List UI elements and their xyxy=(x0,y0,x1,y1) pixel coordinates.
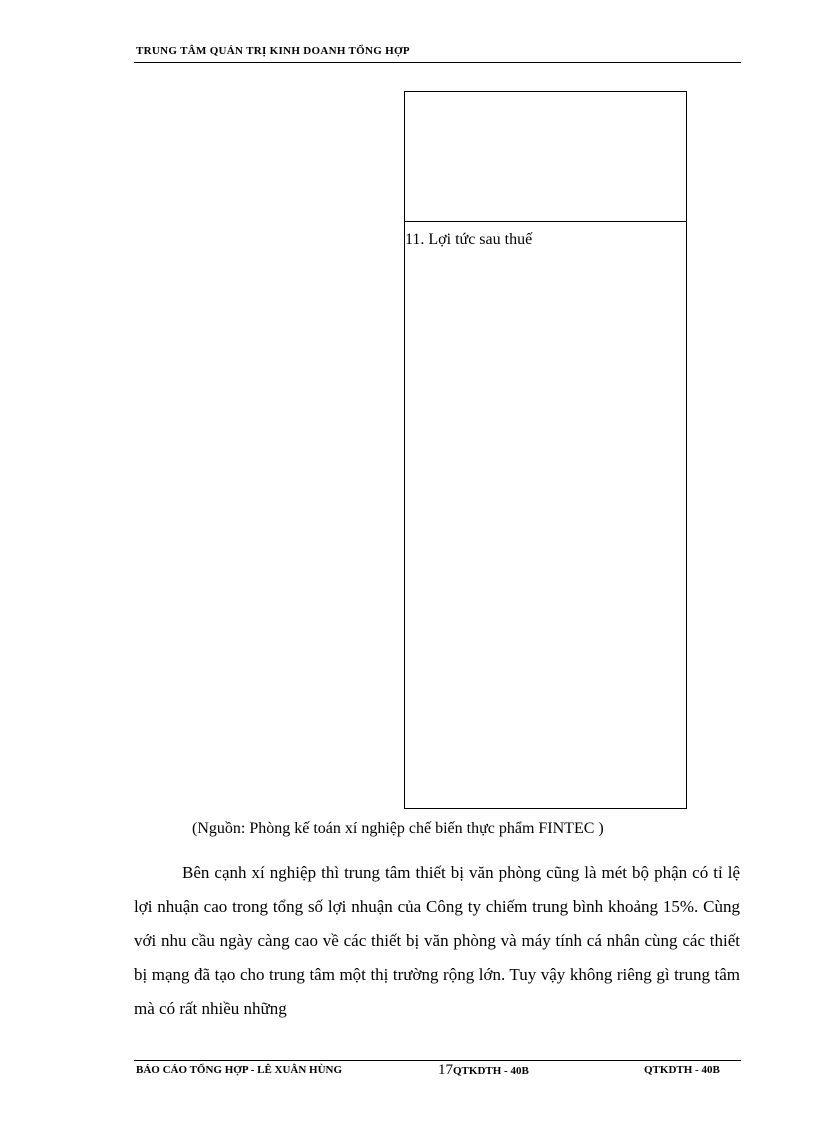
financial-table xyxy=(404,91,687,809)
table-empty-cell xyxy=(405,92,686,222)
table-row-label: 11. Lợi tức sau thuế xyxy=(405,231,533,248)
body-paragraph: Bên cạnh xí nghiệp thì trung tâm thiết bị văn phòng cũng là mét bộ phận có tỉ lệ lợi nhuận cao trong tổng số lợi nhuận của Công ty chiếm trung bình khoảng 15%. Cùng với nhu cầu ngày càng cao về các thiết bị văn phòng và máy tính cá nhân cùng các thiết bị mạng đã tạo cho trung tâm một thị trường rộng lớn. Tuy vậy không riêng gì trung tâm mà có rất nhiều những xyxy=(134,863,740,1018)
page-number: 17 xyxy=(438,1062,453,1078)
footer-page-info xyxy=(438,1061,529,1079)
footer-class-code: QTKDTH - 40B xyxy=(453,1065,529,1077)
table-source-note: (Nguồn: Phòng kế toán xí nghiệp chế biến thực phẩm FINTEC ) xyxy=(192,820,604,837)
header-divider xyxy=(134,62,741,63)
footer-class-code-right: QTKDTH - 40B xyxy=(644,1064,720,1076)
footer-report-author: BÁO CÁO TỔNG HỢP - LÊ XUÂN HÙNG xyxy=(136,1064,343,1076)
page-header-title: TRUNG TÂM QUẢN TRỊ KINH DOANH TỔNG HỢP xyxy=(136,45,410,57)
